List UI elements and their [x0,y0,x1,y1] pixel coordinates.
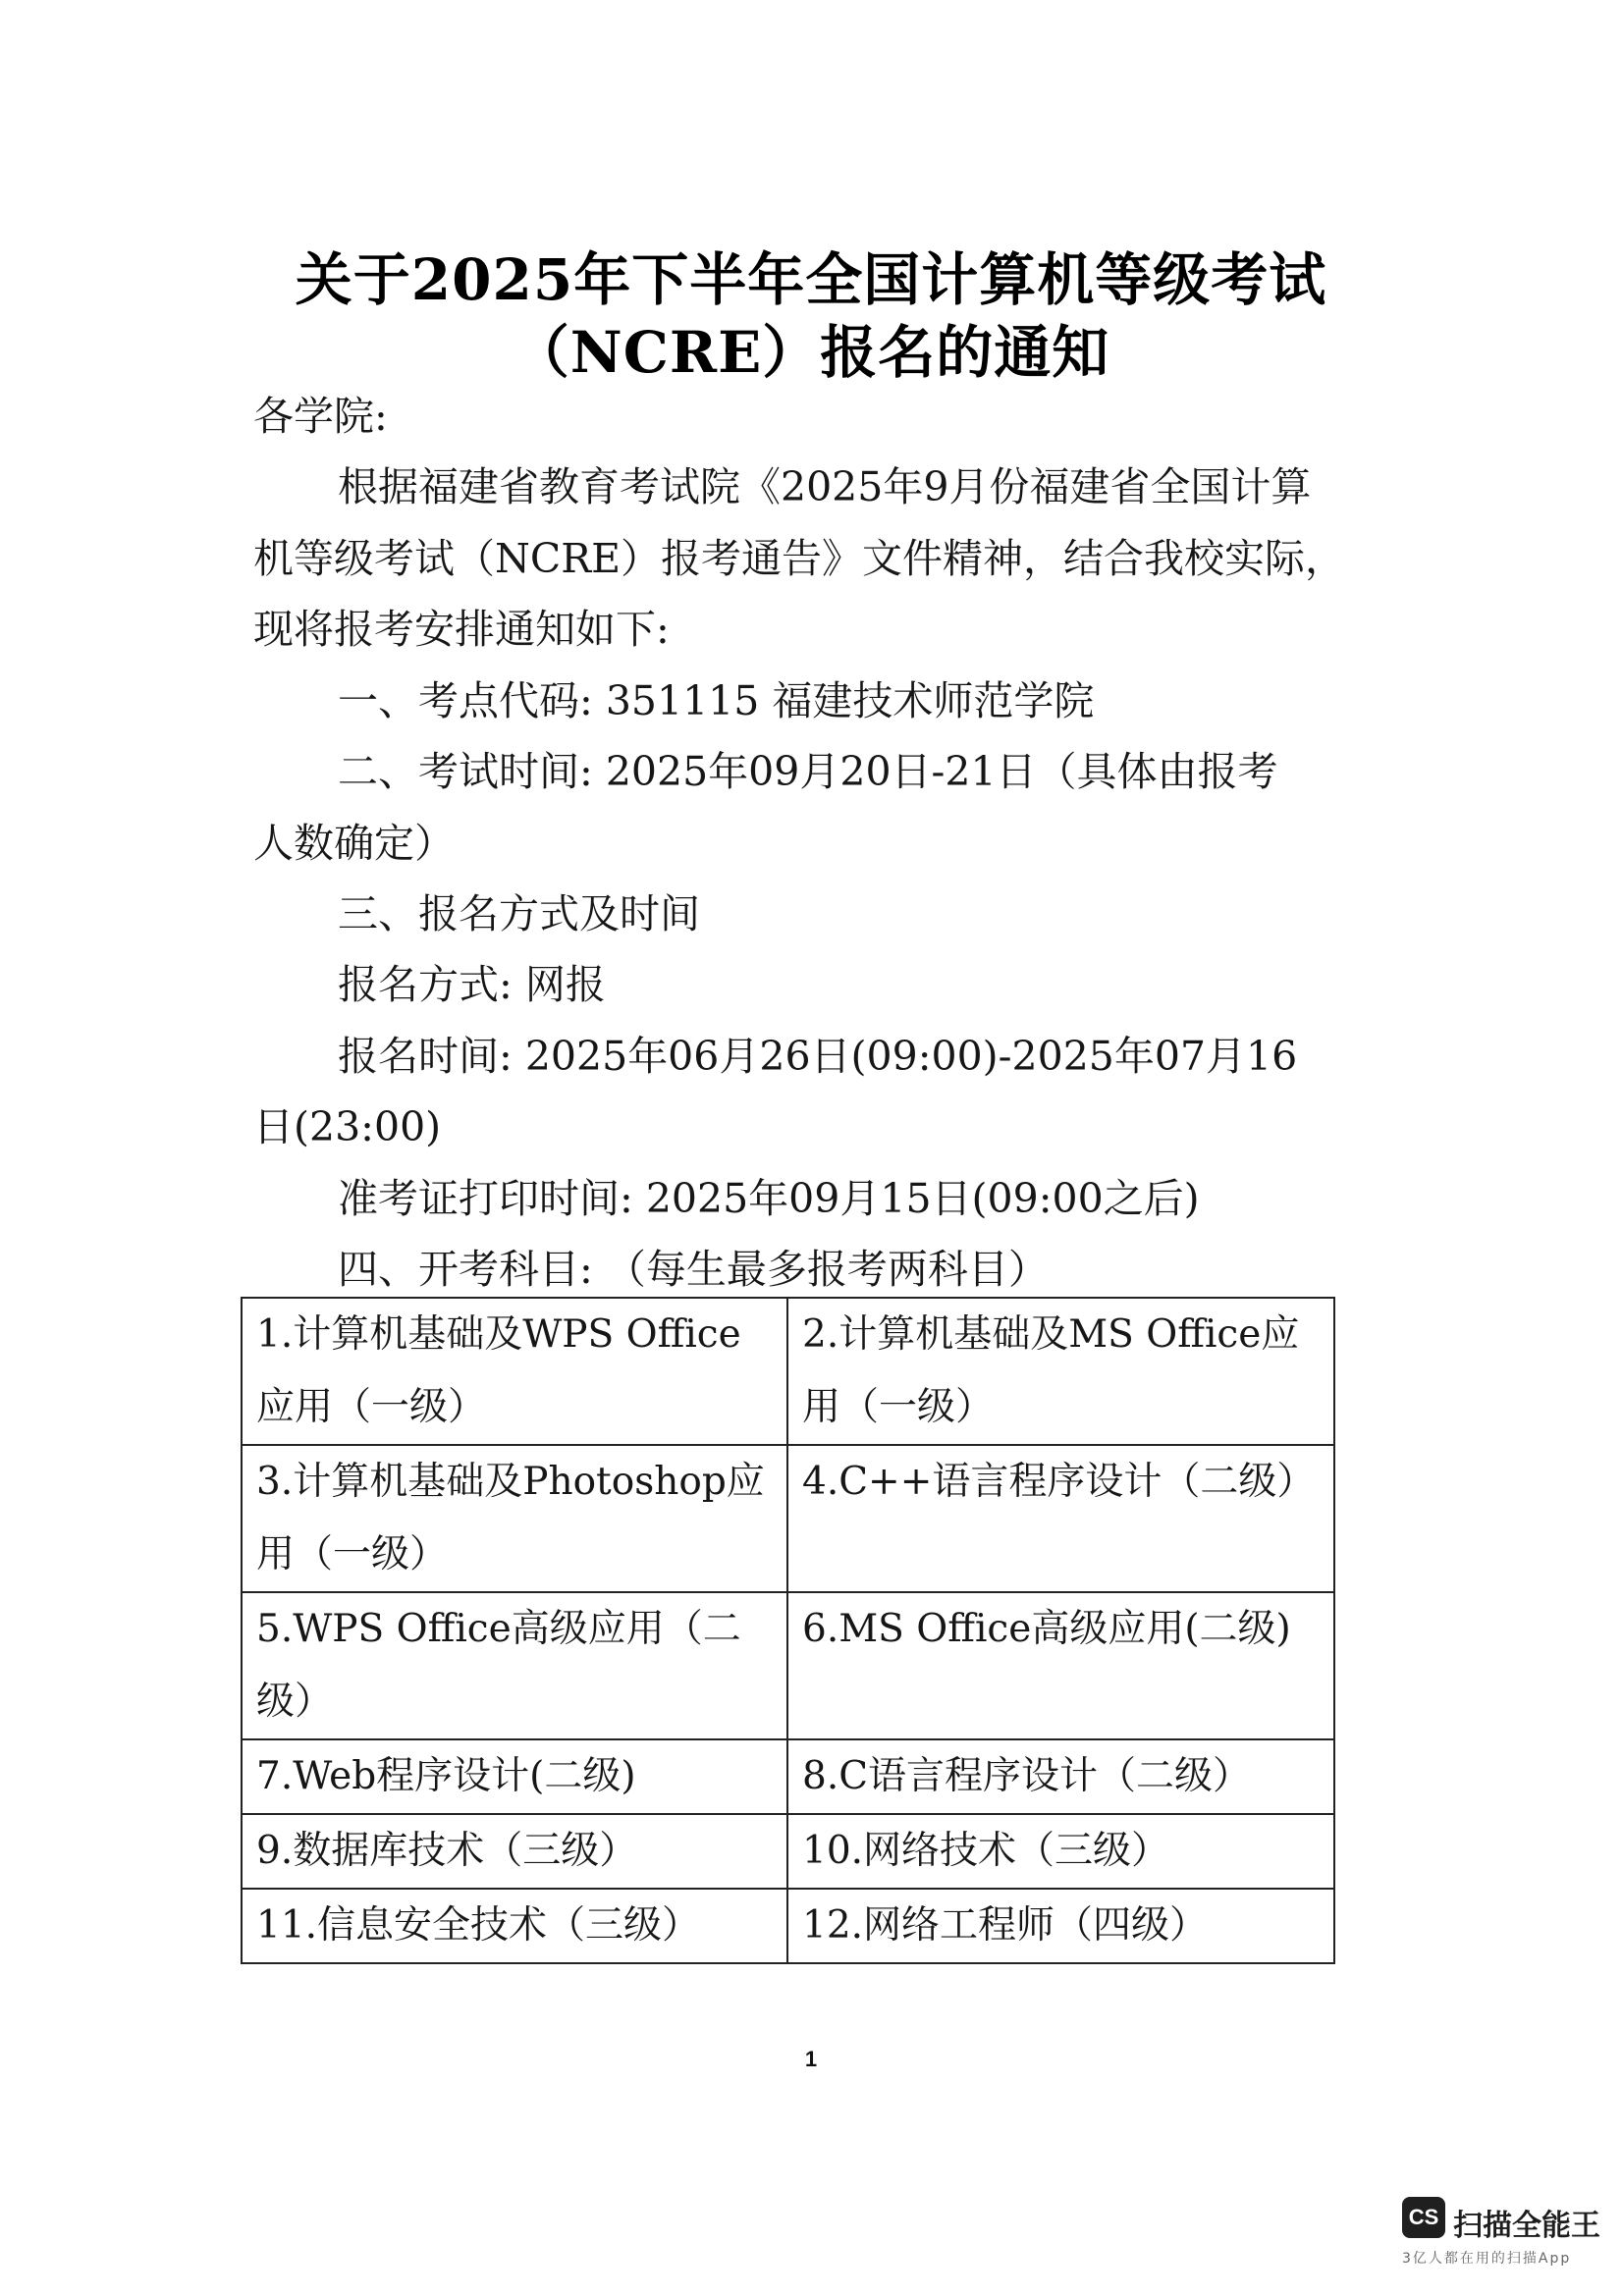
watermark-app-name: 扫描全能王 [1453,2209,1600,2243]
scanner-watermark [1402,2197,1598,2275]
exam-time-cont: 人数确定） [253,820,455,867]
subjects-table [241,1297,1335,1964]
table-row [242,1739,1334,1814]
salutation: 各学院: [253,393,388,440]
subject-cell: 12.网络工程师（四级） [787,1889,1334,1963]
intro-line-3: 现将报考安排通知如下: [253,606,670,653]
subject-cell: 11.信息安全技术（三级） [242,1889,787,1963]
camscanner-logo-icon: CS [1402,2197,1445,2238]
table-row [242,1445,1334,1592]
exam-time: 二、考试时间: 2025年09月20日-21日（具体由报考 [338,748,1278,795]
subject-cell: 8.C语言程序设计（二级） [787,1739,1334,1814]
watermark-tagline: 3亿人都在用的扫描App [1402,2251,1572,2267]
subject-cell: 6.MS Office高级应用(二级) [787,1592,1334,1739]
registration-time: 报名时间: 2025年06月26日(09:00)-2025年07月16 [338,1033,1298,1080]
subjects-heading: 四、开考科目: （每生最多报考两科目） [338,1246,1049,1293]
intro-line-2: 机等级考试（NCRE）报考通告》文件精神，结合我校实际， [253,535,1346,582]
subject-cell: 2.计算机基础及MS Office应用（一级） [787,1298,1334,1445]
exam-site-code: 一、考点代码: 351115 福建技术师范学院 [338,677,1095,724]
intro-line-1: 根据福建省教育考试院《2025年9月份福建省全国计算 [338,463,1312,510]
registration-time-cont: 日(23:00) [253,1103,442,1150]
subject-cell: 5.WPS Office高级应用（二级） [242,1592,787,1739]
table-row [242,1814,1334,1889]
title-line-2: （NCRE）报名的通知 [512,319,1110,386]
registration-heading: 三、报名方式及时间 [338,890,700,937]
page-number: 1 [804,2047,818,2071]
registration-method: 报名方式: 网报 [338,961,606,1008]
table-row [242,1889,1334,1963]
subject-cell: 7.Web程序设计(二级) [242,1739,787,1814]
table-row [242,1592,1334,1739]
table-row [242,1298,1334,1445]
admission-print-time: 准考证打印时间: 2025年09月15日(09:00之后) [338,1175,1200,1222]
title-line-1: 关于2025年下半年全国计算机等级考试 [295,246,1327,313]
subject-cell: 9.数据库技术（三级） [242,1814,787,1889]
subject-cell: 10.网络技术（三级） [787,1814,1334,1889]
subject-cell: 4.C++语言程序设计（二级） [787,1445,1334,1592]
subject-cell: 3.计算机基础及Photoshop应用（一级） [242,1445,787,1592]
subject-cell: 1.计算机基础及WPS Office应用（一级） [242,1298,787,1445]
